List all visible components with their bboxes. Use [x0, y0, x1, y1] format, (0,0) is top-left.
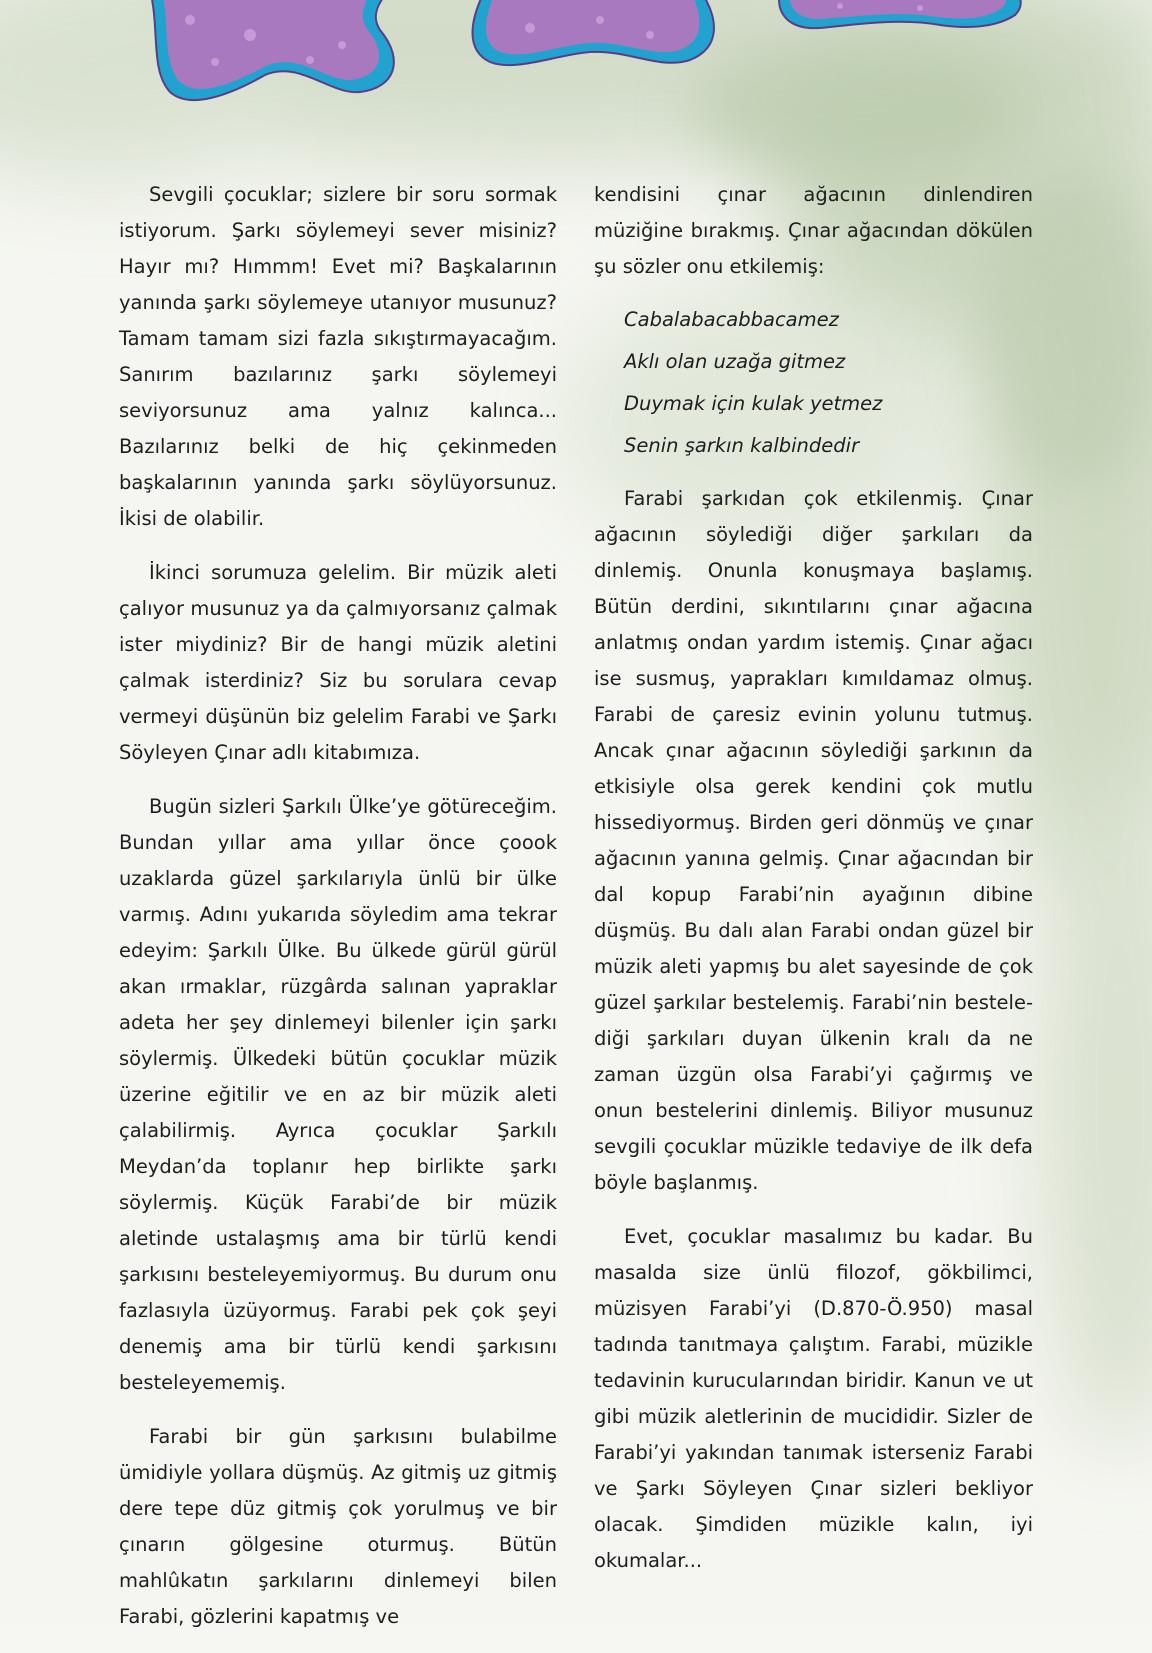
right-column [594, 177, 1033, 1597]
poem-line: Aklı olan uzağa gitmez [624, 350, 846, 373]
poem [624, 299, 1033, 467]
poem-line: Senin şarkın kalbindedir [624, 434, 860, 457]
paragraph: İkinci sorumuza gelelim. Bir müzik aleti çalıyor musunuz ya da çalmıyorsanız çalmak ister miydiniz? Bir de hangi müzik aletini çalmak isterdiniz? Siz bu sorulara cevap vermeyi düşünün biz gelelim Farabi ve Şarkı Söyleyen Çınar adlı kitabımıza. [119, 561, 557, 764]
paragraph: Farabi şarkıdan çok etkilenmiş. Çınar ağacının söylediği diğer şarkıları da dinlemiş. Onunla konuşmaya başlamış. Bütün derdini, sıkıntılarını çınar ağacına anlatmış ondan yardım istemiş. Çınar ağacı ise susmuş, yaprakları kımıldamaz olmuş. Farabi de çaresiz evinin yolunu tutmuş. Ancak çınar ağacının söylediği şarkının da etkisiyle olsa gerek kendini çok mutlu hissediyormuş. Birden geri dönmüş ve çınar ağacının yanına gelmiş. Çınar ağacından bir dal kopup Farabi’nin ayağının dibine düşmüş. Bu dalı alan Farabi ondan güzel bir müzik aleti yapmış bu alet sayesinde de çok güzel şarkılar bestelemiş. Farabi’nin bestelediği şarkıları duyan ülkenin kralı da ne zaman üzgün olsa Farabi’yi çağırmış ve onun bestelerini dinlemiş. Biliyor musunuz sevgili çocuklar müzikle tedaviye de ilk defa böyle başlanmış. [594, 487, 1033, 1194]
poem-line: Cabalabacabbacamez [624, 308, 839, 331]
purple-star-icon [473, 0, 714, 65]
purple-star-icon [150, 0, 394, 100]
paragraph: Sevgili çocuklar; sizlere bir soru sormak istiyorum. Şarkı söylemeyi sever misiniz? Hayır mı? Hımmm! Evet mi? Başkalarının yanında şarkı söylemeye utanıyor musunuz? Tamam tamam sizi fazla sıkıştırmayacağım. Sanırım bazılarınız şarkı söylemeyi seviyorsunuz ama yalnız kalınca... Bazılarınız belki de hiç çekinmeden başkalarının yanında şarkı söylüyorsunuz. İkisi de olabilir. [119, 183, 557, 530]
left-column [119, 177, 557, 1653]
paragraph: Farabi bir gün şarkısını bulabilme ümidiyle yollara düşmüş. Az gitmiş uz gitmiş dere tepe düz gitmiş çok yorulmuş ve bir çınarın gölgesine oturmuş. Bütün mahlûkatın şarkılarını dinlemeyi bilen Farabi, gözlerini kapatmış ve [119, 1425, 557, 1628]
decorative-stars [0, 0, 1152, 120]
paragraph: Evet, çocuklar masalımız bu kadar. Bu masalda size ünlü filozof, gökbilimci, müzisyen Farabi’yi (D.870-Ö.950) masal tadında tanıtmaya çalıştım. Farabi, müzikle tedavinin kurucularından biridir. Kanun ve ut gibi müzik aletlerinin de mucididir. Sizler de Farabi’yi yakından tanımak isterseniz Farabi ve Şarkı Söyleyen Çınar sizleri bekliyor olacak. Şimdiden müzikle kalın, iyi okumalar... [594, 1225, 1033, 1572]
paragraph: Bugün sizleri Şarkılı Ülke’ye götüreceğim. Bundan yıllar ama yıllar önce çoook uzaklarda güzel şarkılarıyla ünlü bir ülke varmış. Adını yukarıda söyledim ama tekrar edeyim: Şarkılı Ülke. Bu ülkede gürül gürül akan ırmaklar, rüzgârda salınan yapraklar adeta her şey dinlemeyi bilenler için şarkı söylermiş. Ülkedeki bütün çocuklar müzik üzerine eğitilir ve en az bir müzik aleti çalabilirmiş. Ayrıca çocuklar Şarkılı Meydan’da toplanır hep birlikte şarkı söylermiş. Küçük Farabi’de bir müzik aletinde ustalaşmış ama bir türlü kendi şarkısını besteleyemiyormuş. Bu durum onu fazlasıyla üzüyormuş. Farabi pek çok şeyi denemiş ama bir türlü kendi şarkısını besteleyememiş. [119, 795, 557, 1394]
paragraph-continuation: kendisini çınar ağacının dinlendiren müziğine bırakmış. Çınar ağacından dökülen şu sözler onu etkilemiş: [594, 183, 1033, 278]
purple-star-icon [779, 0, 1021, 28]
poem-line: Duymak için kulak yetmez [624, 392, 883, 415]
